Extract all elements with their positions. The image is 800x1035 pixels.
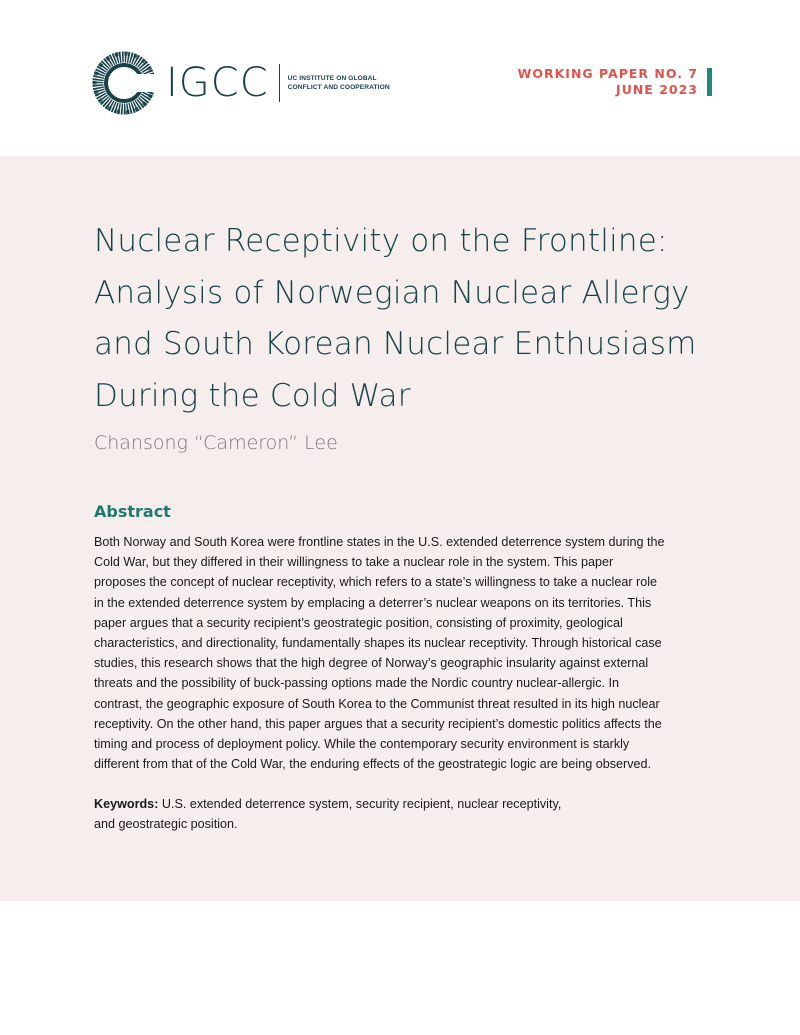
keywords-text-line2: and geostrategic position. [94,817,238,831]
logo-divider [279,64,280,102]
title-line-4: During the Cold War [94,377,411,414]
abstract-line: in the extended deterrence system by emplacing a deterrer’s nuclear weapons on its territories. This [94,595,652,610]
author-name: Chansong “Cameron” Lee [94,432,338,454]
keywords [94,794,614,834]
abstract-line: different from that of the Cold War, the enduring effects of the geostrategic logic are being observed. [94,757,652,772]
working-paper-info [518,66,698,98]
abstract-line: proposes the concept of nuclear receptivity, which refers to a state’s willingness to take a nuclear role [94,575,658,590]
title-line-2: Analysis of Norwegian Nuclear Allergy [94,274,690,311]
publication-date: JUNE 2023 [616,82,698,97]
abstract-body [94,532,708,774]
abstract-line: threats and the possibility of buck-passing options made the Nordic country nuclear-allergic. In [94,676,620,691]
accent-bar [707,68,712,96]
logo-subtitle [288,74,390,92]
abstract-line: timing and process of deployment policy. While the contemporary security environment is starkly [94,737,630,752]
igcc-logo[interactable] [92,50,390,116]
abstract-line: characteristics, and directionality, fundamentally shapes its nuclear receptivity. Through historical case [94,636,662,651]
working-paper-number: WORKING PAPER NO. 7 [517,66,698,81]
abstract-line: contrast, the geographic exposure of South Korea to the Communist threat resulted in its high nuclear [94,696,660,711]
logo-wordmark: IGCC [166,60,269,106]
paper-title [94,216,734,422]
page-header [0,0,800,156]
abstract-line: Cold War, but they differed in their willingness to take a nuclear role in the system. This paper [94,555,614,570]
igcc-logo-mark-icon [92,51,156,115]
logo-subtitle-line2: CONFLICT AND COOPERATION [287,84,390,91]
logo-subtitle-line1: UC INSTITUTE ON GLOBAL [287,75,377,82]
title-line-1: Nuclear Receptivity on the Frontline: [94,223,668,259]
abstract-line: Both Norway and South Korea were frontline states in the U.S. extended deterrence system during the [94,535,665,549]
abstract-line: receptivity. On the other hand, this paper argues that a security recipient’s domestic politics affects the [94,716,662,731]
abstract-line: studies, this research shows that the high degree of Norway’s geographic insularity against external [94,656,649,671]
keywords-text-line1: U.S. extended deterrence system, security recipient, nuclear receptivity, [158,797,562,811]
title-line-3: and South Korean Nuclear Enthusiasm [94,326,697,362]
abstract-line: paper argues that a security recipient’s geostrategic position, consisting of proximity, geological [94,615,623,630]
abstract-heading: Abstract [94,502,171,521]
keywords-label: Keywords: [94,797,159,811]
